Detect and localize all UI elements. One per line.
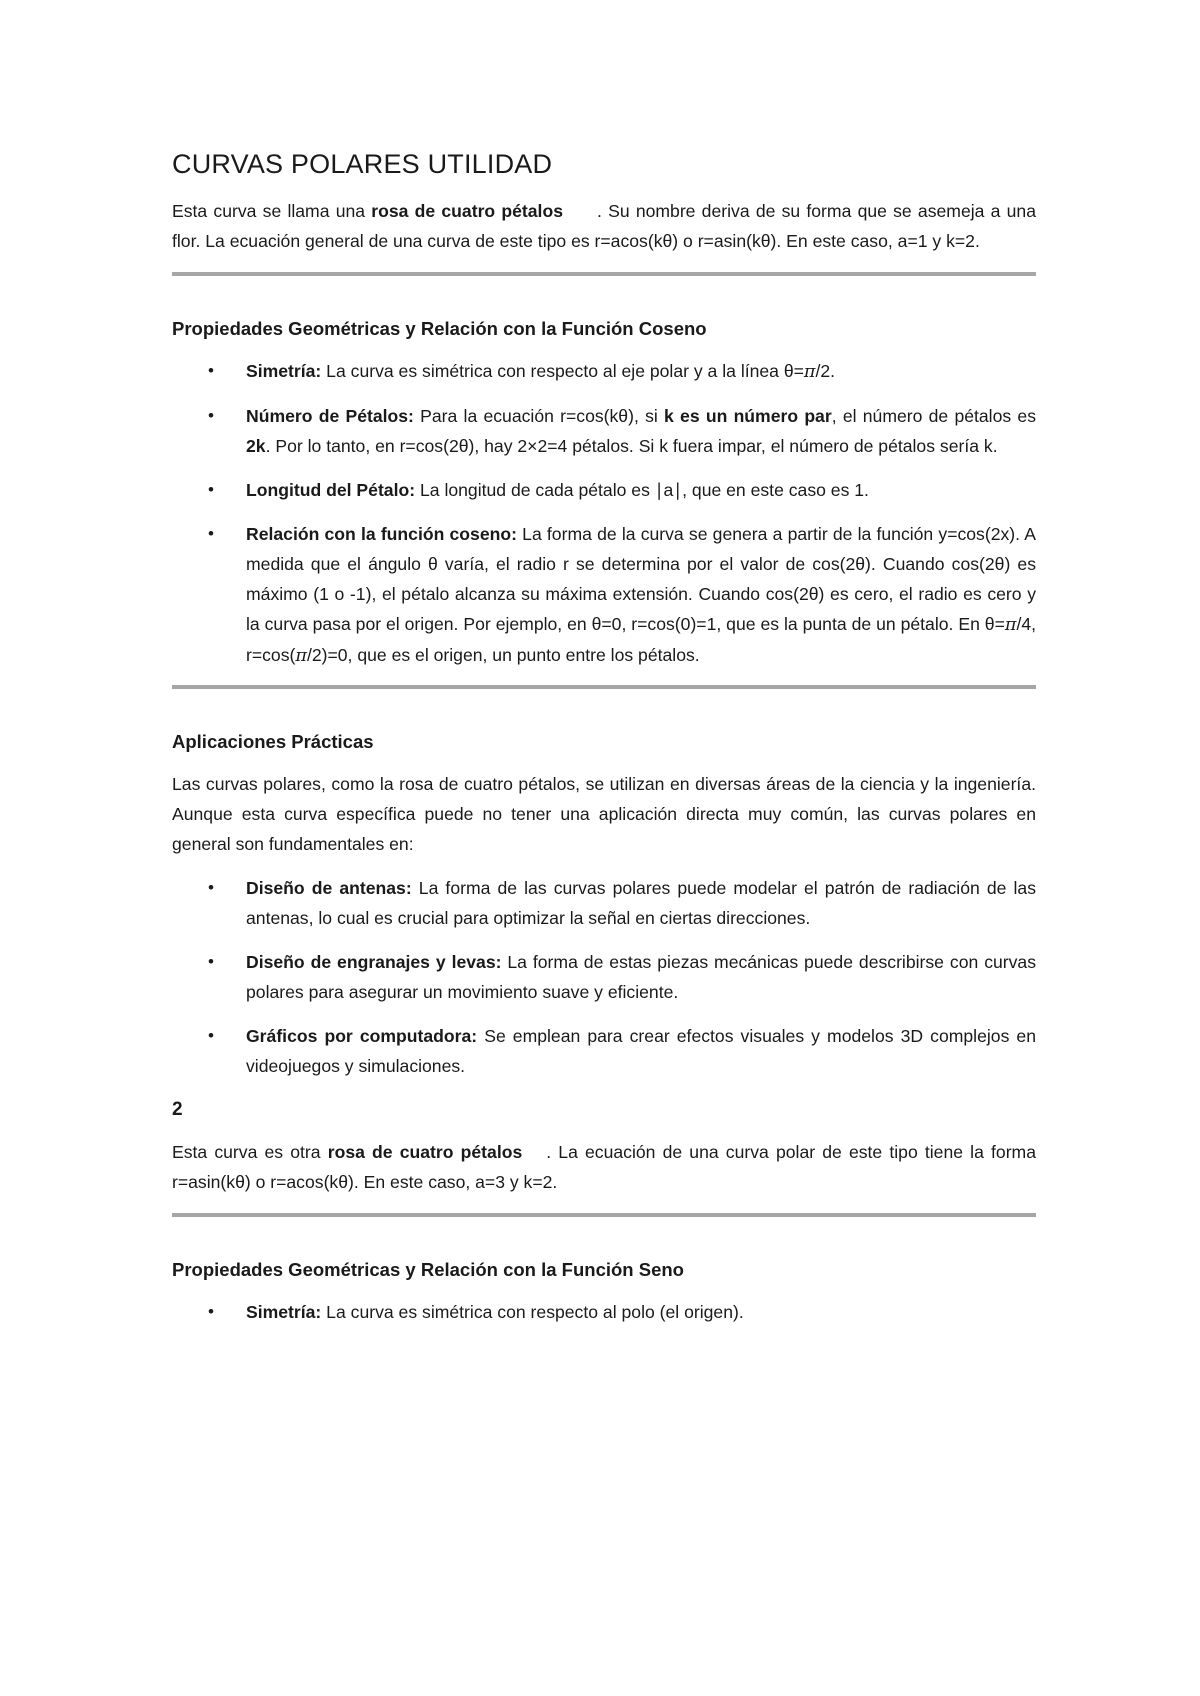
bullet-icon: • <box>208 1026 214 1045</box>
item-label: Gráficos por computadora: <box>246 1026 478 1046</box>
bullet-icon: • <box>208 1302 214 1321</box>
item-text: /4, r=cos( <box>246 614 1036 665</box>
item-label: Número de Pétalos: <box>246 406 414 426</box>
pi-symbol: π <box>295 646 307 666</box>
intro-text-1: Esta curva se llama una <box>172 201 372 221</box>
list-item <box>172 1297 1036 1327</box>
item-text: La forma de la curva se genera a partir de la función y=cos(2x). A medida que el ángulo θ varía, el radio r se determina por el valor de cos(2θ). Cuando cos(2θ) es máximo (1 o -1), el pétalo alcanza su máxima extensión. Cuando cos(2θ) es cero, el radio es cero y la curva pasa por el origen. Por ejemplo, en θ=0, r=cos(0)=1, que es la punta de un pétalo. En θ= <box>246 524 1036 634</box>
seno-properties-list <box>172 1297 1036 1327</box>
section-heading-aplicaciones: Aplicaciones Prácticas <box>172 731 374 752</box>
bullet-icon: • <box>208 406 214 425</box>
item-label: Diseño de antenas: <box>246 878 412 898</box>
item-text: Para la ecuación r=cos(kθ), si <box>413 406 665 426</box>
item-text: Se emplean para crear efectos visuales y modelos 3D complejos en videojuegos y simulaciones. <box>246 1026 1036 1076</box>
intro-bold-term: rosa de cuatro pétalos <box>371 201 563 221</box>
item-text: La curva es simétrica con respecto al eje polar y a la línea θ= <box>321 361 804 381</box>
bullet-icon: • <box>208 878 214 897</box>
item-text: /2)=0, que es el origen, un punto entre los pétalos. <box>306 645 700 665</box>
document-page <box>172 146 1036 1341</box>
horizontal-divider <box>172 272 1036 276</box>
item-label: Relación con la función coseno: <box>246 524 517 544</box>
coseno-properties-list <box>172 356 1036 671</box>
item-text: , el número de pétalos es <box>831 406 1036 426</box>
item-label: Diseño de engranajes y levas: <box>246 952 502 972</box>
aplicaciones-list <box>172 873 1036 1081</box>
bullet-icon: • <box>208 480 214 499</box>
intro2-paragraph <box>172 1137 1036 1197</box>
horizontal-divider <box>172 685 1036 689</box>
item-label: Longitud del Pétalo: <box>246 480 416 500</box>
pi-symbol: π <box>1004 615 1017 635</box>
list-item <box>172 873 1036 933</box>
list-item <box>172 401 1036 461</box>
section-number: 2 <box>172 1099 183 1120</box>
list-item <box>172 356 1036 387</box>
item-text: . Por lo tanto, en r=cos(2θ), hay 2×2=4 pétalos. Si k fuera impar, el número de pétalos sería k. <box>265 436 998 456</box>
bullet-icon: • <box>208 361 214 380</box>
list-item <box>172 947 1036 1007</box>
item-text: La forma de las curvas polares puede modelar el patrón de radiación de las antenas, lo cual es crucial para optimizar la señal en ciertas direcciones. <box>246 878 1036 928</box>
item-text: La curva es simétrica con respecto al polo (el origen). <box>321 1302 744 1322</box>
item-label: Simetría: <box>246 1302 322 1322</box>
item-text: La forma de estas piezas mecánicas puede describirse con curvas polares para asegurar un movimiento suave y eficiente. <box>246 952 1037 1002</box>
intro-paragraph <box>172 196 1036 256</box>
section-heading-seno: Propiedades Geométricas y Relación con la Función Seno <box>172 1259 684 1280</box>
item-text: La longitud de cada pétalo es ∣a∣, que en este caso es 1. <box>415 480 869 500</box>
pi-symbol: π <box>803 362 816 382</box>
list-item <box>172 475 1036 505</box>
bullet-icon: • <box>208 524 214 543</box>
section-heading-coseno: Propiedades Geométricas y Relación con la Función Coseno <box>172 318 707 339</box>
page-title: CURVAS POLARES UTILIDAD <box>172 149 553 179</box>
intro2-text-2: . La ecuación de una curva polar de este tipo tiene la forma r=asin(kθ) o r=acos(kθ). En este caso, a=3 y k=2. <box>172 1142 1036 1192</box>
item-bold-text: 2k <box>246 436 266 456</box>
horizontal-divider <box>172 1213 1036 1217</box>
item-label: Simetría: <box>246 361 322 381</box>
intro2-bold-term: rosa de cuatro pétalos <box>327 1142 523 1162</box>
list-item <box>172 519 1036 671</box>
item-bold-text: k es un número par <box>664 406 832 426</box>
item-text-end: /2. <box>815 361 836 381</box>
list-item <box>172 1021 1036 1081</box>
bullet-icon: • <box>208 952 214 971</box>
aplicaciones-paragraph: Las curvas polares, como la rosa de cuatro pétalos, se utilizan en diversas áreas de la ciencia y la ingeniería. Aunque esta curva específica puede no tener una aplicación directa muy común, las curvas polares en general son fundamentales en: <box>172 774 1036 854</box>
intro2-text-1: Esta curva es otra <box>172 1142 328 1162</box>
intro-text-2: . Su nombre deriva de su forma que se asemeja a una flor. La ecuación general de una curva de este tipo es r=acos(kθ) o r=asin(kθ). En este caso, a=1 y k=2. <box>172 201 1036 251</box>
